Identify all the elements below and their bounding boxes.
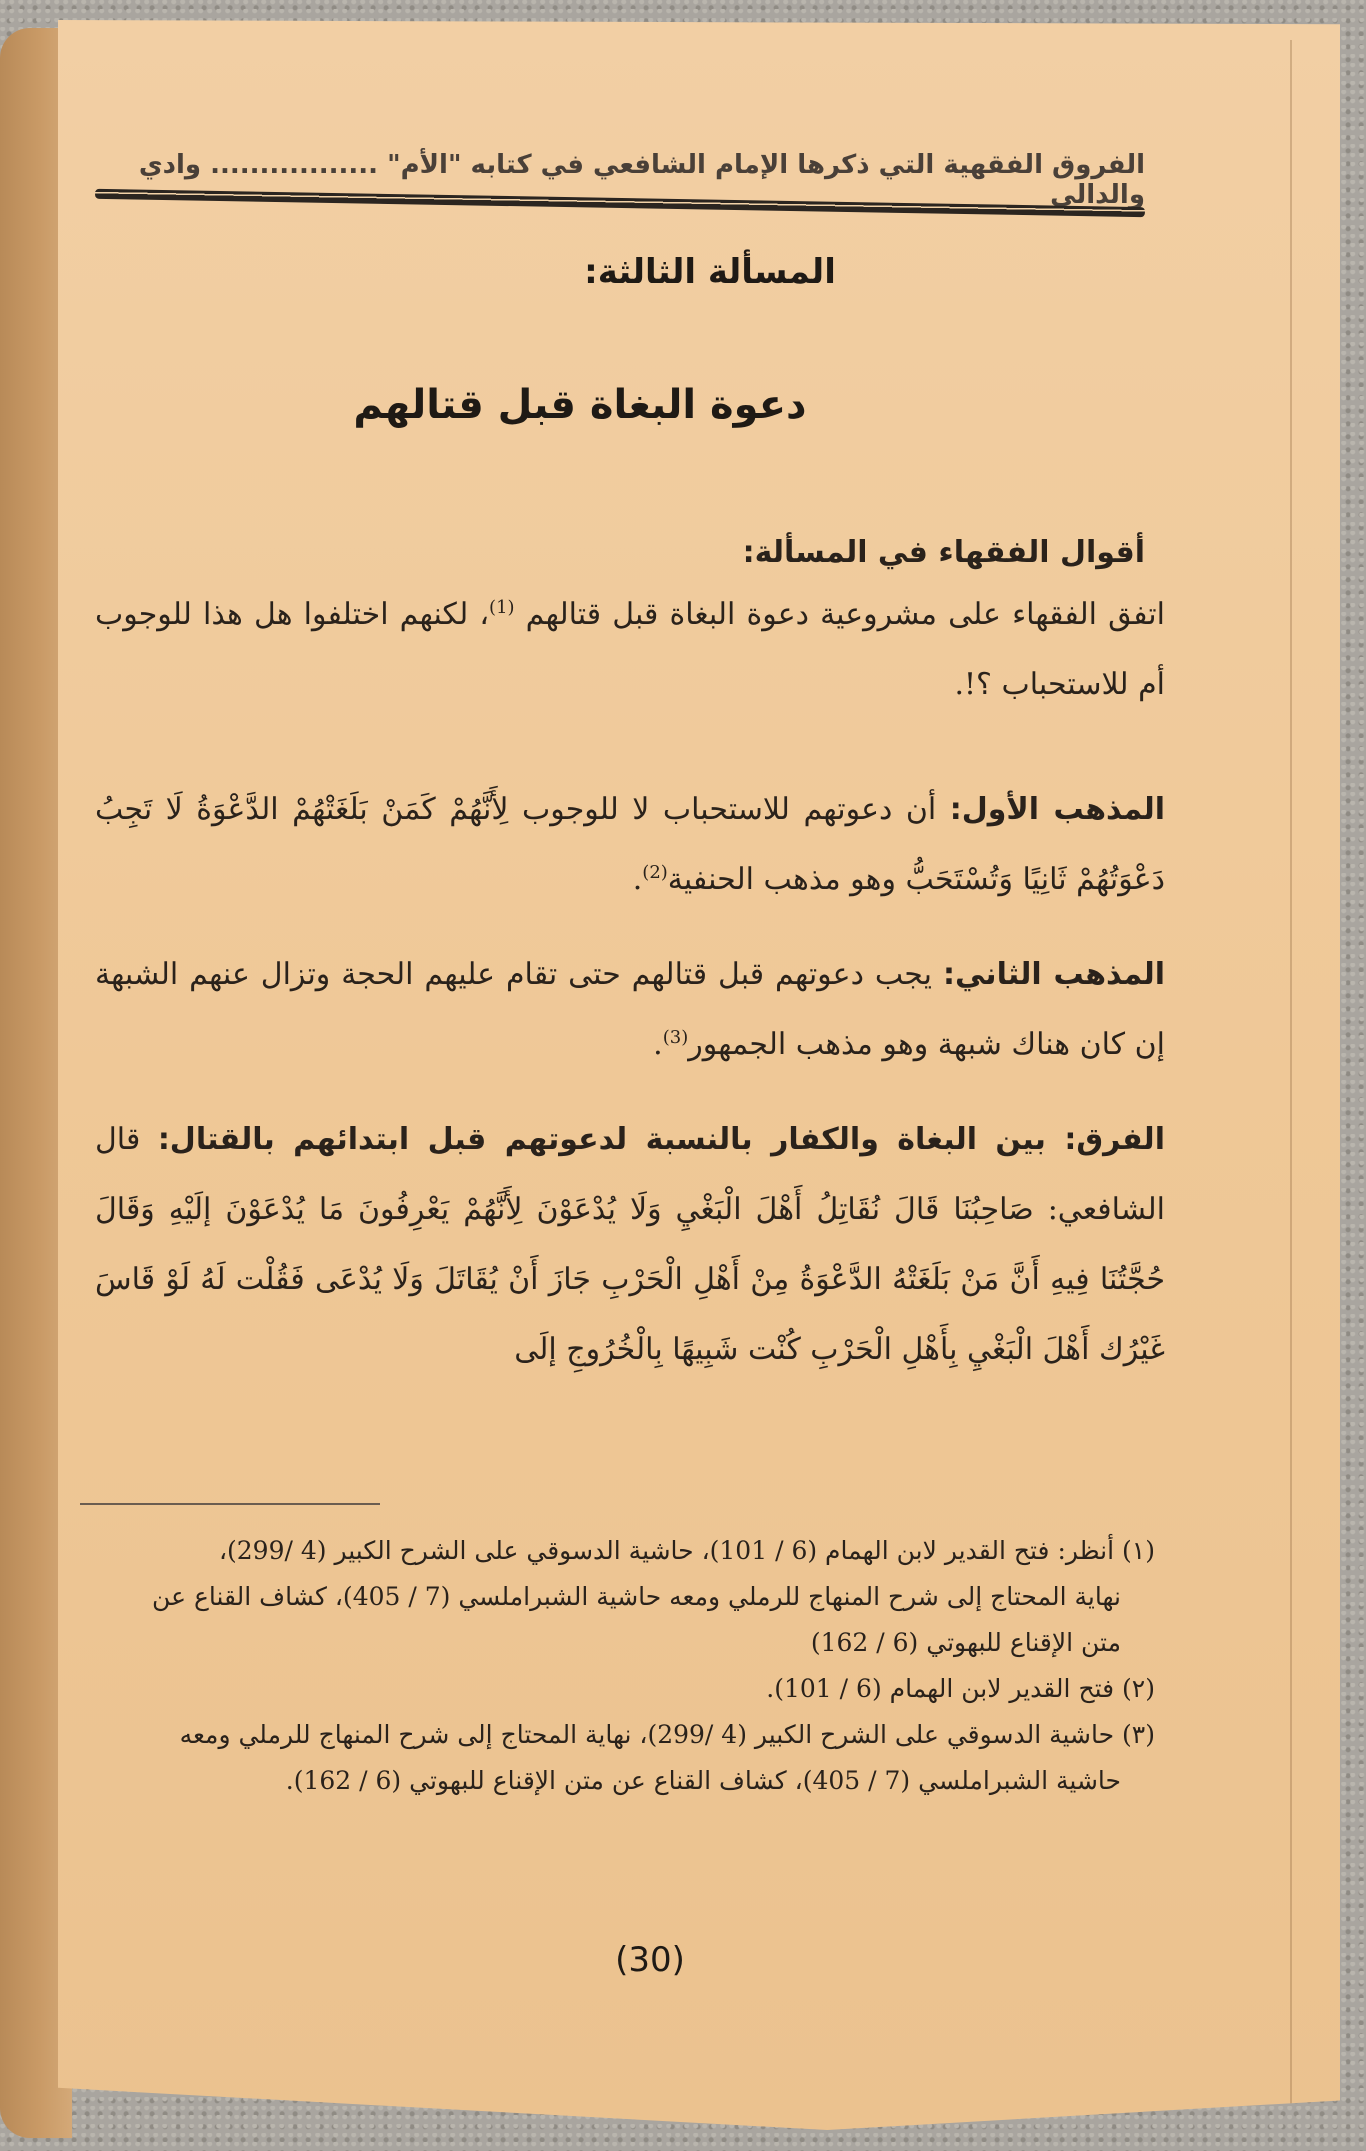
paragraph-3 [95, 940, 1165, 1080]
footnote-line: حاشية الدسوقي على الشرح الكبير (4 /299)، نهاية المحتاج إلى شرح المنهاج للرملي ومعه [179, 1720, 1115, 1749]
paragraph-tail: . [653, 1027, 663, 1062]
section-label: المسألة الثالثة: [584, 252, 836, 292]
paragraph-text: يجب دعوتهم قبل قتالهم حتى تقام عليهم الحجة وتزال عنهم الشبهة إن كان هناك شبهة وهو مذهب الجمهور [95, 957, 1165, 1062]
paragraph-4 [95, 1105, 1165, 1385]
footnotes [95, 1528, 1155, 1804]
footnote-ref-2[interactable]: (2) [642, 862, 668, 883]
footnote-line: متن الإقناع للبهوتي (6 / 162) [810, 1628, 1121, 1657]
footnote-line: حاشية الشبراملسي (7 / 405)، كشاف القناع عن متن الإقناع للبهوتي (6 / 162). [285, 1766, 1121, 1795]
footnote-ref-3[interactable]: (3) [662, 1027, 689, 1048]
paragraph-2 [95, 775, 1165, 915]
page-title: دعوة البغاة قبل قتالهم [353, 382, 807, 428]
paragraph-text: قال الشافعي: صَاحِبُنَا قَالَ نُقَاتِلُ أَهْلَ الْبَغْيِ وَلَا يُدْعَوْنَ لِأَنَّهُمْ يَعْرِفُونَ مَا يُدْعَوْنَ إلَيْهِ وَقَالَ حُجَّتُنَا فِيهِ أَنَّ مَنْ بَلَغَتْهُ الدَّعْوَةُ مِنْ أَهْلِ الْحَرْبِ جَازَ أَنْ يُقَاتَلَ وَلَا يُدْعَى فَقُلْت لَهُ لَوْ قَاسَ غَيْرُك أَهْلَ الْبَغْيِ بِأَهْلِ الْحَرْبِ كُنْت شَبِيهًا بِالْخُرُوجِ إلَى [95, 1122, 1165, 1367]
footnote-marker: (١) [1122, 1536, 1155, 1565]
sub-heading: أقوال الفقهاء في المسألة: [742, 535, 1145, 570]
footnote-3 [95, 1712, 1155, 1804]
paragraph-lead: المذهب الثاني: [942, 957, 1165, 992]
footnote-divider [80, 1503, 380, 1505]
paragraph-text: اتفق الفقهاء على مشروعية دعوة البغاة قبل قتالهم [525, 597, 1165, 632]
footnote-line: أنظر: فتح القدير لابن الهمام (6 / 101)، حاشية الدسوقي على الشرح الكبير (4 /299)، [218, 1536, 1115, 1565]
footnote-ref-1[interactable]: (1) [489, 597, 515, 618]
footnote-1 [95, 1528, 1155, 1666]
paragraph-tail: ، لكنهم اختلفوا هل هذا للوجوب أم للاستحباب ؟!. [95, 597, 1165, 702]
running-head: الفروق الفقهية التي ذكرها الإمام الشافعي في كتابه "الأم" ................. وادي والدالي [138, 150, 1145, 210]
paragraph-1 [95, 580, 1165, 720]
footnote-line: فتح القدير لابن الهمام (6 / 101). [766, 1674, 1115, 1703]
page-fold-line [1290, 40, 1292, 2150]
paragraph-text: أن دعوتهم للاستحباب لا للوجوب لِأَنَّهُمْ كَمَنْ بَلَغَتْهُمْ الدَّعْوَةُ لَا تَجِبُ دَعْوَتُهُمْ ثَانِيًا وَتُسْتَحَبُّ وهو مذهب الحنفية [95, 792, 1165, 897]
footnote-marker: (٣) [1122, 1720, 1155, 1749]
paragraph-tail: . [632, 862, 643, 897]
footnote-marker: (٢) [1122, 1674, 1155, 1703]
paragraph-lead: المذهب الأول: [949, 792, 1166, 827]
page-number: (30) [615, 1940, 685, 1980]
footnote-2 [95, 1666, 1155, 1712]
footnote-line: نهاية المحتاج إلى شرح المنهاج للرملي ومعه حاشية الشبراملسي (7 / 405)، كشاف القناع عن [152, 1582, 1121, 1611]
paragraph-lead: الفرق: بين البغاة والكفار بالنسبة لدعوتهم قبل ابتدائهم بالقتال: [157, 1122, 1165, 1157]
